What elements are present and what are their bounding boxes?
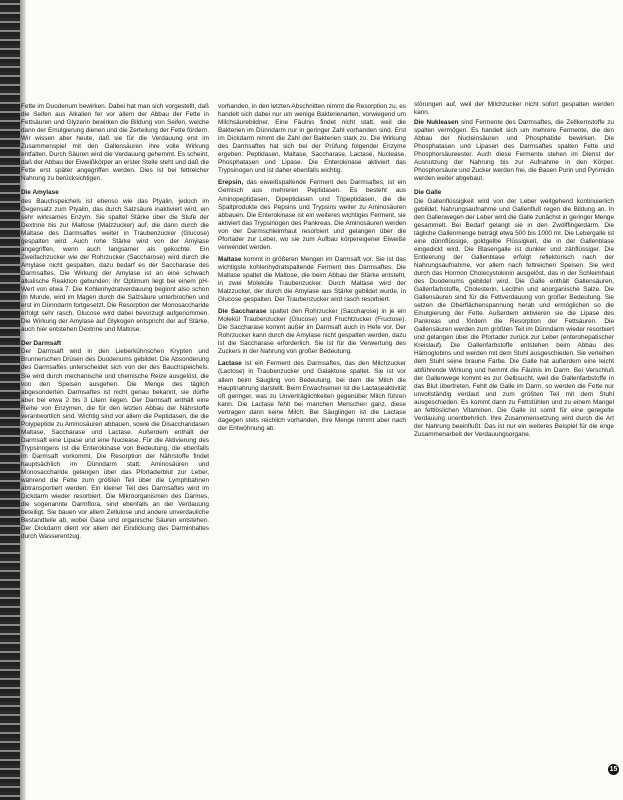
lead-lactase: Lactase	[218, 360, 242, 368]
page-number-badge: 15	[609, 766, 618, 773]
heading-darmsaft: Der Darmsaft	[21, 340, 62, 348]
heading-galle: Die Galle	[414, 189, 442, 197]
lead-maltase: Maltase	[218, 255, 242, 263]
lead-nucleasen: Die Nukleasen	[414, 119, 459, 127]
lead-saccharase: Die Saccharase	[218, 308, 267, 316]
text-column-left	[21, 103, 209, 800]
amylase-paragraph: des Bauchspeichels ist ebenso wie das Ptyalin, jedoch im Gegensatz zum Ptyalin, das durch Salzsäure inaktiviert wird, ein sehr wirksames Enzym. Sie spaltet Stärke über die Stufe der Dextrine bis zur Maltose (Malzzucker) auf, die dann durch die Maltase des Darmsaftes weiter in Traubenzucker (Glucose) gespalten wird. Auch rohe Stärke wird von der Amylase angegriffen, wenn auch langsamer als gekochte. Ein Zweifachzucker wie der Rohrzucker (Saccharose) wird durch die Amylase nicht gespalten, dazu bedarf es der Saccharase des Darmsaftes. Die Wirkung der Amylase ist an eine schwach alkalische Reaktion gebunden; ihr Optimum liegt bei einem pH-Wert von etwa 7. Die Kohlenhydratverdauung beginnt also schon im Munde, wird im Magen durch die Salzsäure unterbrochen und erst im Dünndarm fortgesetzt. Die Resorption der Monosaccharide erfolgt sehr rasch, Glucose wird dabei bevorzugt aufgenommen. Die Wirkung der Amylase auf Glykogen entspricht der auf Stärke, auch hier entstehen Dextrine und Maltose.	[21, 197, 209, 334]
text-column-middle	[218, 103, 406, 723]
galle-paragraph: Die Gallenflüssigkeit wird von der Leber weitgehend kontinuierlich gebildet. Nahrungsaufnahme und Gallenfluß regen die Bildung an. In den Gallenwegen der Leber wird die Galle zunächst in geringer Menge gesammelt. Bei Bedarf gelangt sie in den Zwölffingerdarm. Die tägliche Gallenmenge beträgt etwa 500 bis 1000 ml. Die Lebergalle ist eine dünnflüssige, goldgelbe Flüssigkeit, die in der Gallenblase eingedickt wird. Die Blasengalle ist dunkler und zähflüssiger. Die Entleerung der Gallenblase erfolgt reflektorisch nach der Nahrungsaufnahme, vor allem nach fettreichen Speisen. Sie wird durch das Hormon Cholecystokinin ausgelöst, das in der Schleimhaut des Duodenums gebildet wird. Die Galle enthält Gallensäuren, Gallenfarbstoffe, Cholesterin, Lecithin und anorganische Salze. Die Gallensäuren sind für die Fettverdauung von großer Bedeutung. Sie setzen die Oberflächenspannung herab und ermöglichen so die Emulgierung der Fette. Außerdem aktivieren sie die Lipase des Pankreas und fördern die Resorption der Fettsäuren. Die Gallensäuren werden zum größten Teil im Dünndarm wieder resorbiert und gelangen über die Pfortader zurück zur Leber (enterohepatischer Kreislauf). Die Gallenfarbstoffe entstehen beim Abbau des Hämoglobins und werden mit dem Stuhl ausgeschieden. Sie verleihen dem Stuhl seine braune Farbe. Die Galle hat außerdem eine leicht abführende Wirkung und hemmt die Fäulnis im Darm. Bei Verschluß der Gallenwege kommt es zur Gelbsucht, weil die Gallenfarbstoffe in das Blut übertreten. Fehlt die Galle im Darm, so werden die Fette nur unvollständig verdaut und zum größten Teil mit dem Stuhl ausgeschieden. Es kommt dann zu Fettstühlen und zu einem Mangel an fettlöslichen Vitaminen. Die Galle ist somit für eine geregelte Verdauung unentbehrlich. Ihre Zusammensetzung wird durch die Art der Nahrung beeinflußt. Das ist nur ein weiteres Beispiel für die enge Zusammenarbeit der Verdauungsorgane.	[414, 197, 614, 438]
maltase-paragraph: kommt in größeren Mengen im Darmsaft vor. Sie ist das wichtigste kohlenhydratspaltende Ferment des Darmsaftes. Die Maltase spaltet die Maltose, die beim Abbau der Stärke entsteht, in zwei Moleküle Traubenzucker. Durch Maltase wird der Malzzucker, der durch die Amylase aus Stärke gebildet wurde, in Glucose gespalten. Der Traubenzucker wird rasch resorbiert.	[218, 255, 406, 304]
darmsaft-paragraph: Der Darmsaft wird in den Lieberkühnschen Krypten und Brunnerschen Drüsen des Duodenums gebildet. Die Absonderung des Darmsaftes unterscheidet sich von der des Bauchspeichels. Sie wird durch mechanische und chemische Reize ausgelöst, die von den Speisen ausgehen. Die Menge des täglich abgesonderten Darmsaftes ist nicht genau bekannt, sie dürfte aber bei etwa 2 bis 3 Litern liegen. Der Darmsaft enthält eine Reihe von Enzymen, die für den letzten Abbau der Nährstoffe verantwortlich sind. Wichtig sind vor allem die Peptidasen, die die Polypeptide zu Aminosäuren abbauen, sowie die Disaccharidasen Maltase, Saccharase und Lactase. Außerdem enthält der Darmsaft eine Lipase und eine Nuclease. Für die Aktivierung des Trypsinogens ist die Enterokinase von Bedeutung, die ebenfalls im Darmsaft vorkommt. Die Resorption der Nährstoffe findet hauptsächlich im Dünndarm statt. Aminosäuren und Monosaccharide gelangen über das Pfortaderblut zur Leber, während die Fette zum größten Teil über die Lymphbahnen abtransportiert werden. Ein kleiner Teil des Darmsaftes wird im Dickdarm wieder resorbiert. Die Mikroorganismen des Darmes, die sogenannte Darmflora, sind ebenfalls an der Verdauung beteiligt. Sie bauen vor allem Zellulose und andere unverdauliche Bestandteile ab, wobei Gase und organische Säuren entstehen. Der Dickdarm dient vor allem der Eindickung des Darminhaltes durch Wasserentzug.	[21, 348, 209, 541]
saccharase-paragraph: spaltet den Rohrzucker (Saccharose) in je ein Molekül Traubenzucker (Glucose) und Fruchtzucker (Fructose). Die Saccharase kommt außer im Darmsaft auch in Hefe vor. Der Rohrzucker kann durch die Amylase nicht gespalten werden, dazu ist die Saccharase erforderlich. Sie ist für die Verwertung des Zuckers in der Nahrung von großer Bedeutung.	[218, 308, 406, 356]
lead-erepsin: Erepsin,	[218, 179, 244, 187]
text-column-right	[414, 101, 614, 781]
lactase-paragraph: ist ein Ferment des Darmsaftes, das den Milchzucker (Lactose) in Traubenzucker und Galaktose spaltet. Sie ist vor allem beim Säugling von Bedeutung, bei dem die Milch die Hauptnahrung darstellt. Beim Erwachsenen ist die Lactaseaktivität oft geringer, was zu Unverträglichkeiten gegenüber Milch führen kann. Die Lactase fehlt bei manchen Menschen ganz, diese vertragen dann keine Milch. Bei Säuglingen ist die Lactase dagegen stets reichlich vorhanden, ihre Menge nimmt aber nach der Entwöhnung ab.	[218, 360, 406, 432]
heading-amylase: Die Amylase	[21, 189, 59, 197]
page-edge-shadow	[0, 0, 20, 800]
column2-intro-paragraph: vorhanden, in den letzten Abschnitten nimmt die Resorption zu, es handelt sich dabei nur um wenige Bakterienarten, vorwiegend um Milchsäurebildner. Eine Fäulnis findet nicht statt, weil die Bakterien im Dünndarm nur in geringer Zahl vorhanden sind. Erst im Dickdarm nimmt die Zahl der Bakterien stark zu. Die Wirkung des Darmsaftes hat sich bei der Prüfung folgender Enzyme ergeben: Peptidasen, Maltase, Saccharase, Lactase, Nuclease, Phosphatasen und Lipase. Die Enterokinase aktiviert das Trypsinogen und ist daher ebenfalls wichtig.	[218, 103, 406, 175]
column1-intro-paragraph: Fette im Duodenum bewirken. Dabei hat man sich vorgestellt, daß die Seifen aus Alkalien fer vor allem der Abbau der Fette in Fettsäuren und Glyzerin bewirken die Bildung von Seifen, welche dann der Emulgierung dienen und die Zerteilung der Fette fördern. Wir wissen aber heute, daß sie für die Verdauung erst im Zusammenspiel mit den Gallensäuren ihre volle Wirkung entfalten. Durch Säuren wird die Verdauung gehemmt. Es scheint, daß der Abbau der Eiweißkörper an erster Stelle steht und daß die Fette erst später angegriffen werden. Dies ist bei fettreicher Nahrung zu berücksichtigen.	[21, 103, 209, 183]
nucleasen-paragraph: sind Fermente des Darmsaftes, die Zellkernstoffe zu spalten vermögen. Es handelt sich um mehrere Fermente, die den Abbau der Nucleinsäuren und Phosphatide bewirken. Die Phosphatasen und Lipasen des Darmsaftes spalten Fette und Phosphorsäureester. Auch diese Fermente stehen im Dienst der Ausnutzung der Nahrung bis zur Aufnahme in den Körper. Phosphorsäure und Zucker werden frei, die Basen Purin und Pyrimidin werden weiter abgebaut.	[414, 119, 614, 183]
column3-intro-paragraph: störungen auf, weil der Milchzucker nicht sofort gespalten werden kann.	[414, 101, 614, 117]
erepsin-paragraph: das eiweißspaltende Ferment des Darmsaftes, ist ein Gemisch aus mehreren Peptidasen. Es besteht aus Aminopeptidasen, Dipeptidasen und Tripeptidasen, die die Spaltprodukte des Pepsins und Trypsins weiter zu Aminosäuren abbauen. Die Enterokinase ist ein weiteres wichtiges Ferment, sie aktiviert das Trypsinogen des Pankreas. Die Aminosäuren werden von der Darmschleimhaut resorbiert und gelangen über die Pfortader zur Leber, wo sie zum Aufbau körpereigener Eiweiße verwendet werden.	[218, 179, 406, 251]
